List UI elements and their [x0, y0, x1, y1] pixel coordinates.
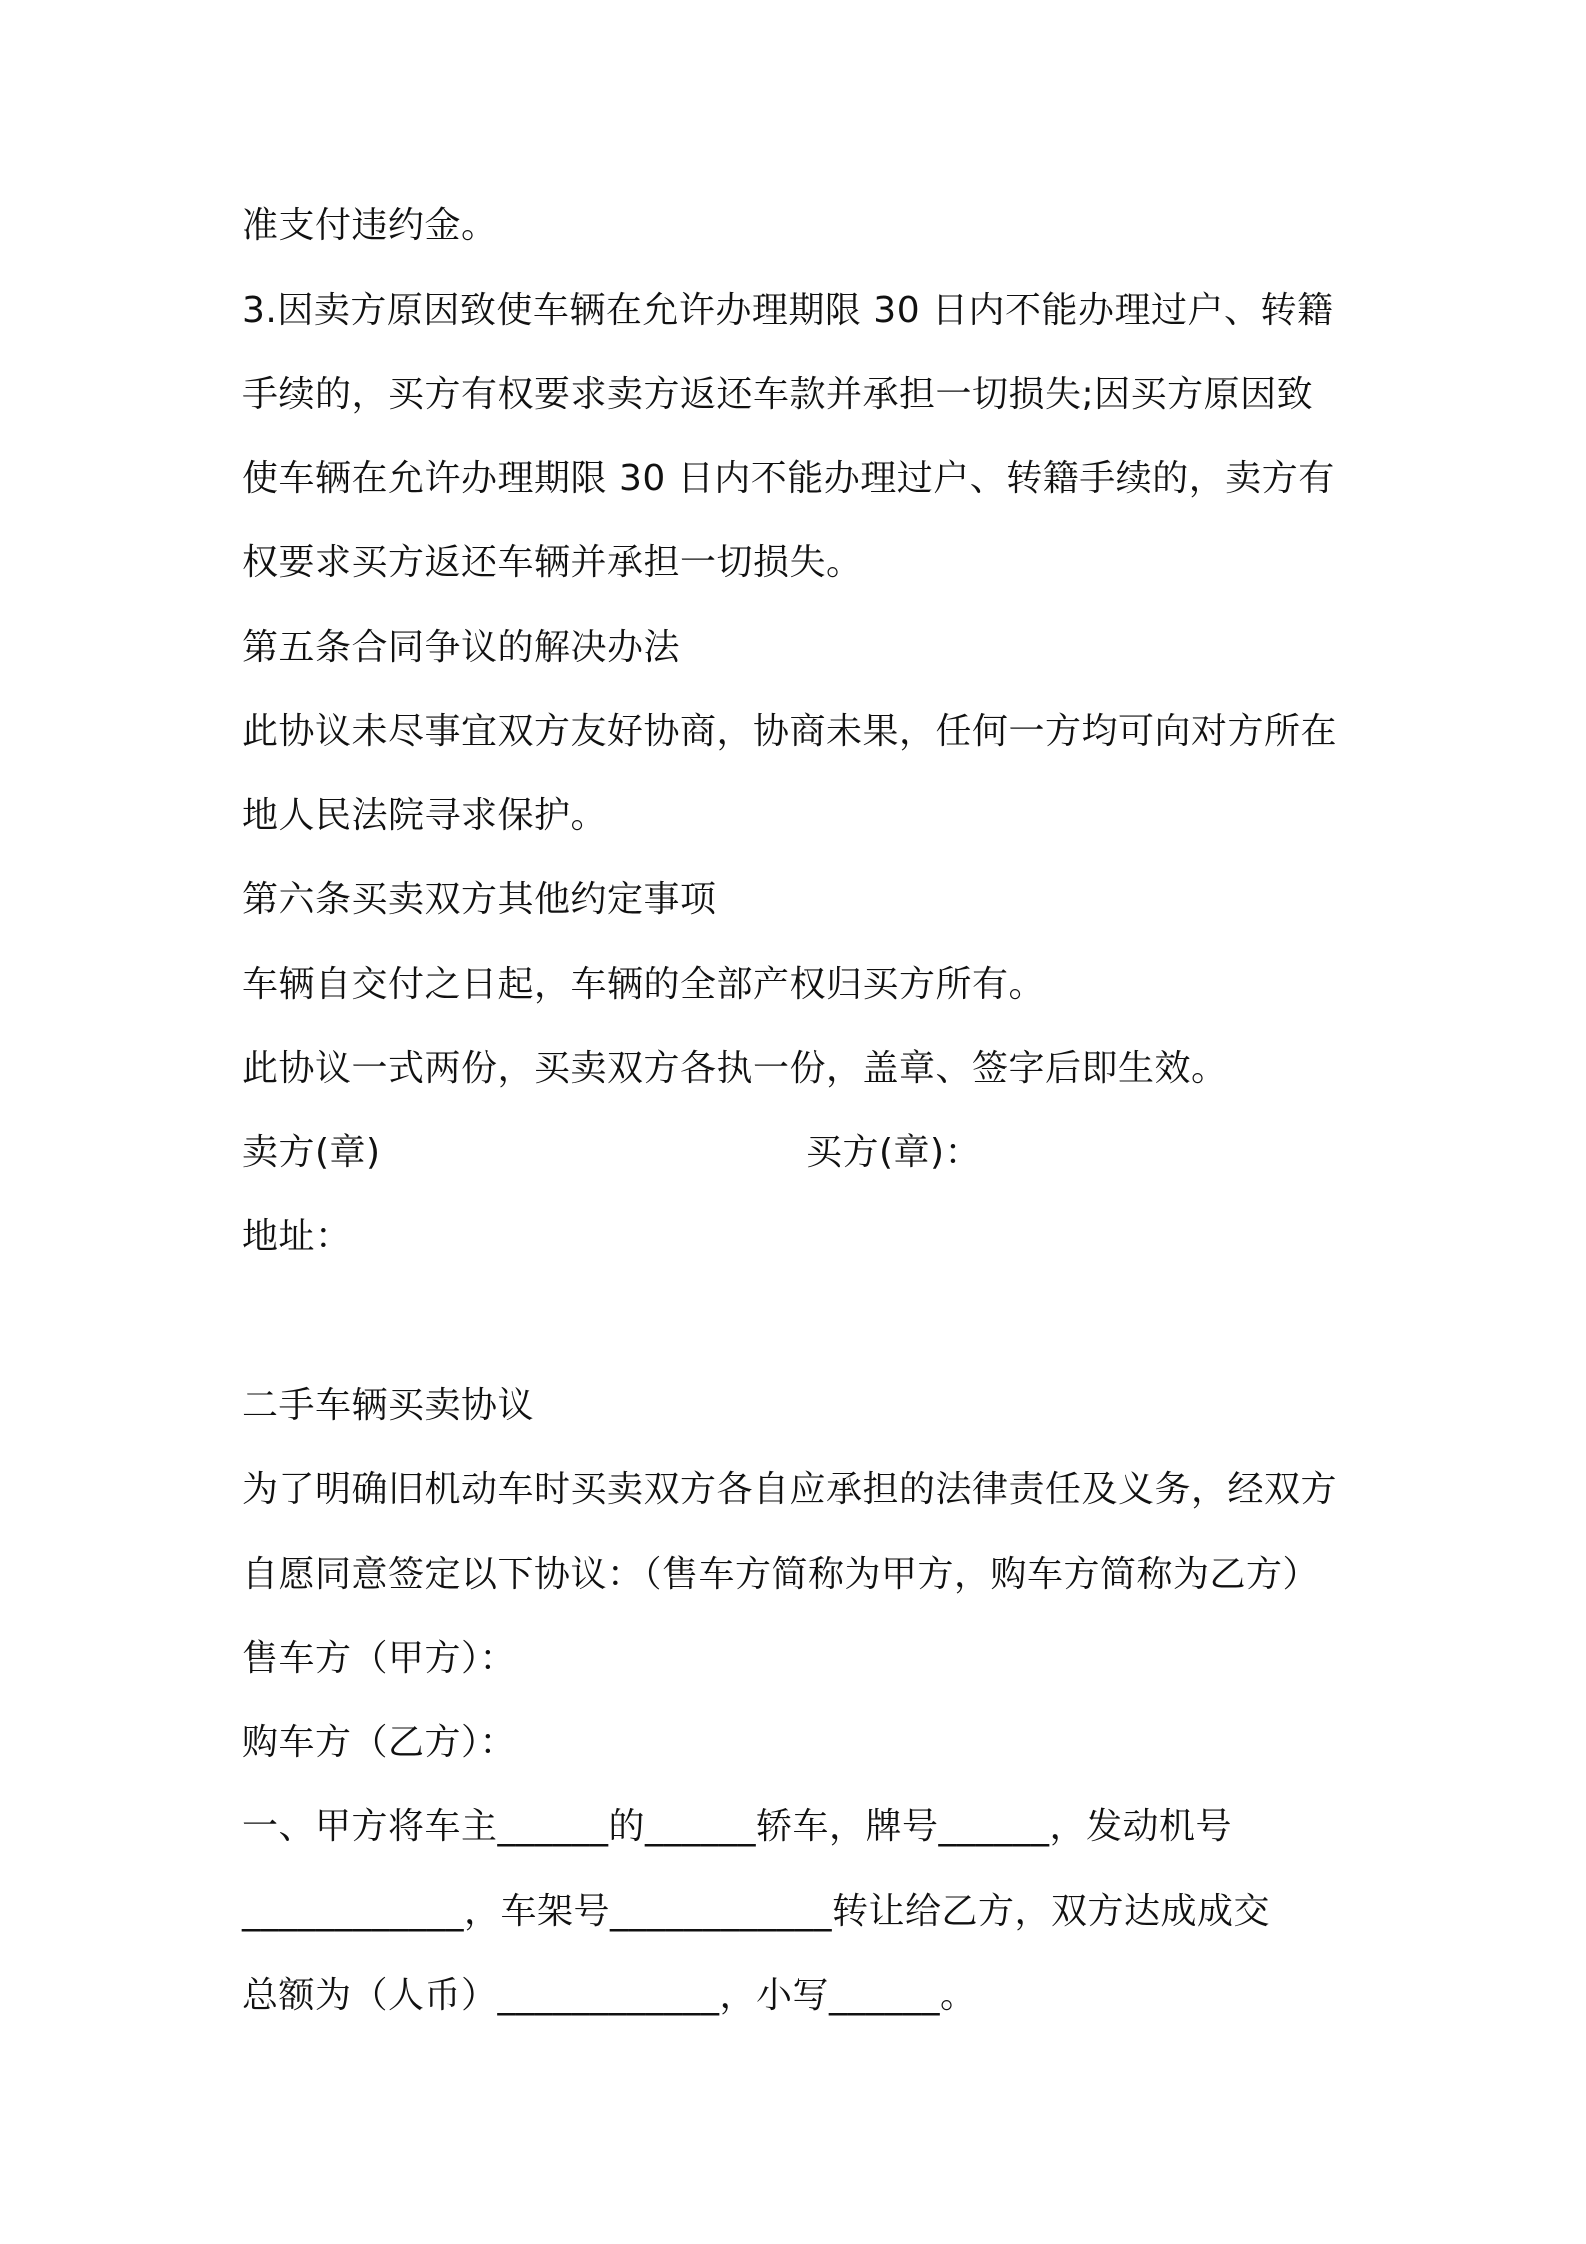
section-heading: 第六条买卖双方其他约定事项 [242, 879, 717, 920]
text-line: 此协议一式两份，买卖双方各执一份，盖章、签字后即生效。 [242, 1048, 1228, 1089]
text-line: 一、甲方将车主______的______轿车，牌号______，发动机号 [242, 1806, 1233, 1847]
section-heading: 第五条合同争议的解决办法 [242, 627, 681, 668]
seller-party-label: 售车方（甲方）： [242, 1638, 517, 1679]
text-line: ____________，车架号____________转让给乙方，双方达成成交 [242, 1891, 1271, 1932]
seller-signature-label: 卖方(章) [242, 1132, 381, 1173]
text-line: 车辆自交付之日起，车辆的全部产权归买方所有。 [242, 964, 1046, 1005]
text-line: 总额为（人币）____________，小写______。 [242, 1975, 977, 2016]
address-label: 地址： [242, 1216, 352, 1257]
text-line: 使车辆在允许办理期限 30 日内不能办理过户、转籍手续的，卖方有 [242, 458, 1335, 499]
text-line: 权要求买方返还车辆并承担一切损失。 [242, 542, 863, 583]
text-line: 准支付违约金。 [242, 205, 498, 246]
text-line: 手续的，买方有权要求卖方返还车款并承担一切损失;因买方原因致 [242, 374, 1314, 415]
text-line: 此协议未尽事宜双方友好协商，协商未果，任何一方均可向对方所在 [242, 711, 1338, 752]
agreement-title: 二手车辆买卖协议 [242, 1385, 535, 1426]
text-line: 为了明确旧机动车时买卖双方各自应承担的法律责任及义务，经双方 [242, 1469, 1338, 1510]
text-line: 3.因卖方原因致使车辆在允许办理期限 30 日内不能办理过户、转籍 [242, 290, 1334, 331]
buyer-party-label: 购车方（乙方）： [242, 1722, 517, 1763]
text-line: 自愿同意签定以下协议：（售车方简称为甲方，购车方简称为乙方） [242, 1554, 1320, 1595]
buyer-signature-label: 买方(章)： [806, 1132, 982, 1173]
text-line: 地人民法院寻求保护。 [242, 795, 608, 836]
